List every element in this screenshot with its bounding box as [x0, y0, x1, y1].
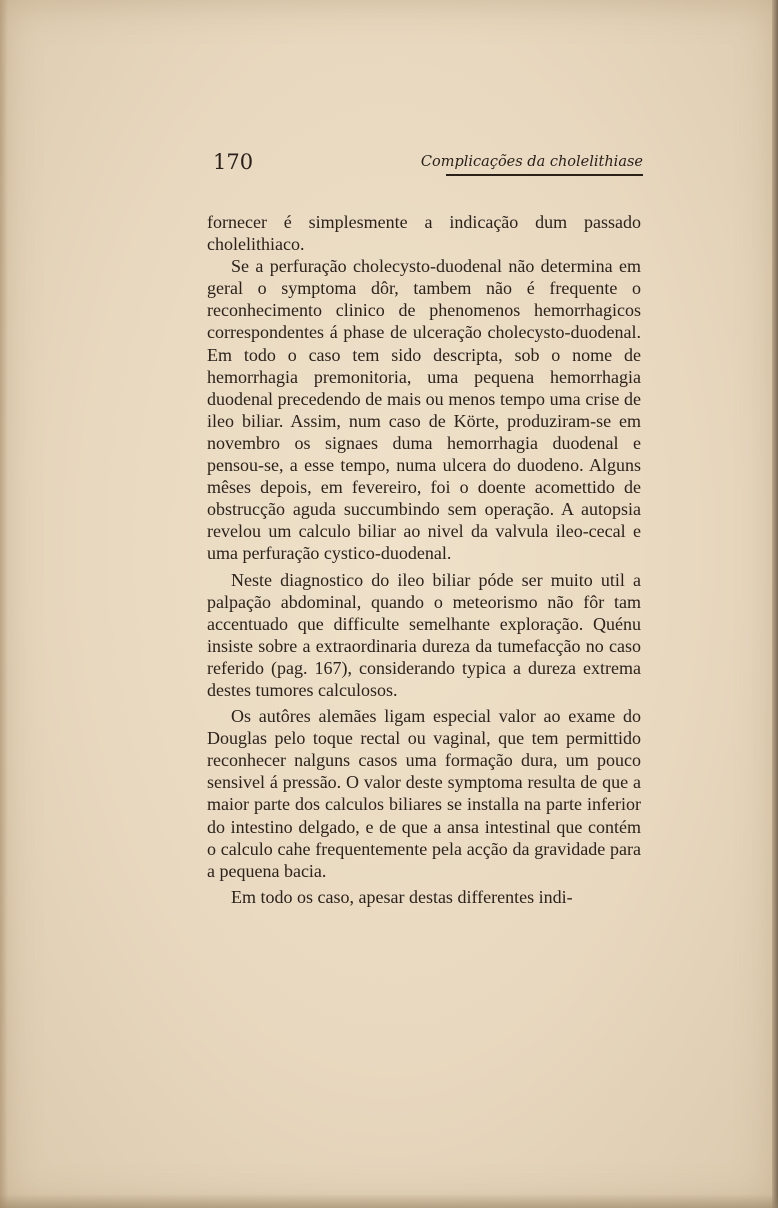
- paragraph: Em todo os caso, apesar destas differentes indi-: [231, 886, 573, 907]
- paragraph: Os autôres alemães ligam especial valor ao exame do Douglas pelo toque rectal ou vaginal, que tem permittido reconhecer nalguns casos uma formação dura, um pouco sensivel á pressão. O valor deste symptoma resulta de que a maior parte dos calculos biliares se installa na parte inferior do intestino delgado, e de que a ansa intestinal que contém o calculo cahe frequentemente pela acção da gravidade para a pequena bacia.: [207, 706, 641, 881]
- header-rule: [446, 174, 643, 176]
- paragraph: Se a perfuração cholecysto-duodenal não determina em geral o symptoma dôr, tambem não é frequente o reconhecimento clinico de phenomenos hemorrhagicos correspondentes á phase de ulceração cholecysto-duodenal. Em todo o caso tem sido descripta, sob o nome de hemorrhagia premonitoria, uma pequena hemorrhagia duodenal precedendo de mais ou menos tempo uma crise de ileo biliar. Assim, num caso de Körte, produziram-se em novembro os signaes duma hemorrhagia duodenal e pensou-se, a esse tempo, numa ulcera do duodeno. Alguns mêses depois, em fevereiro, foi o doente acomettido de obstrucção aguda succumbindo sem operação. A autopsia revelou um calculo biliar ao nivel da valvula ileo-cecal e uma perfuração cystico-duodenal.: [207, 256, 641, 564]
- page-edge-right: [772, 0, 778, 1208]
- page-edge-left: [0, 0, 8, 1208]
- body-text: [207, 211, 641, 908]
- page-header: [213, 150, 643, 176]
- running-title: Complicações da cholelithiase: [420, 154, 643, 170]
- paragraph: Neste diagnostico do ileo biliar póde ser muito util a palpação abdominal, quando o meteorismo não fôr tam accentuado que difficulte semelhante exploração. Quénu insiste sobre a extraordinaria dureza da tumefacção no caso referido (pag. 167), considerando typica a dureza extrema destes tumores calculosos.: [207, 569, 641, 700]
- page-number: 170: [213, 150, 254, 174]
- page-edge-bottom: [0, 1194, 778, 1208]
- paragraph: fornecer é simplesmente a indicação dum passado cholelithiaco.: [207, 212, 641, 255]
